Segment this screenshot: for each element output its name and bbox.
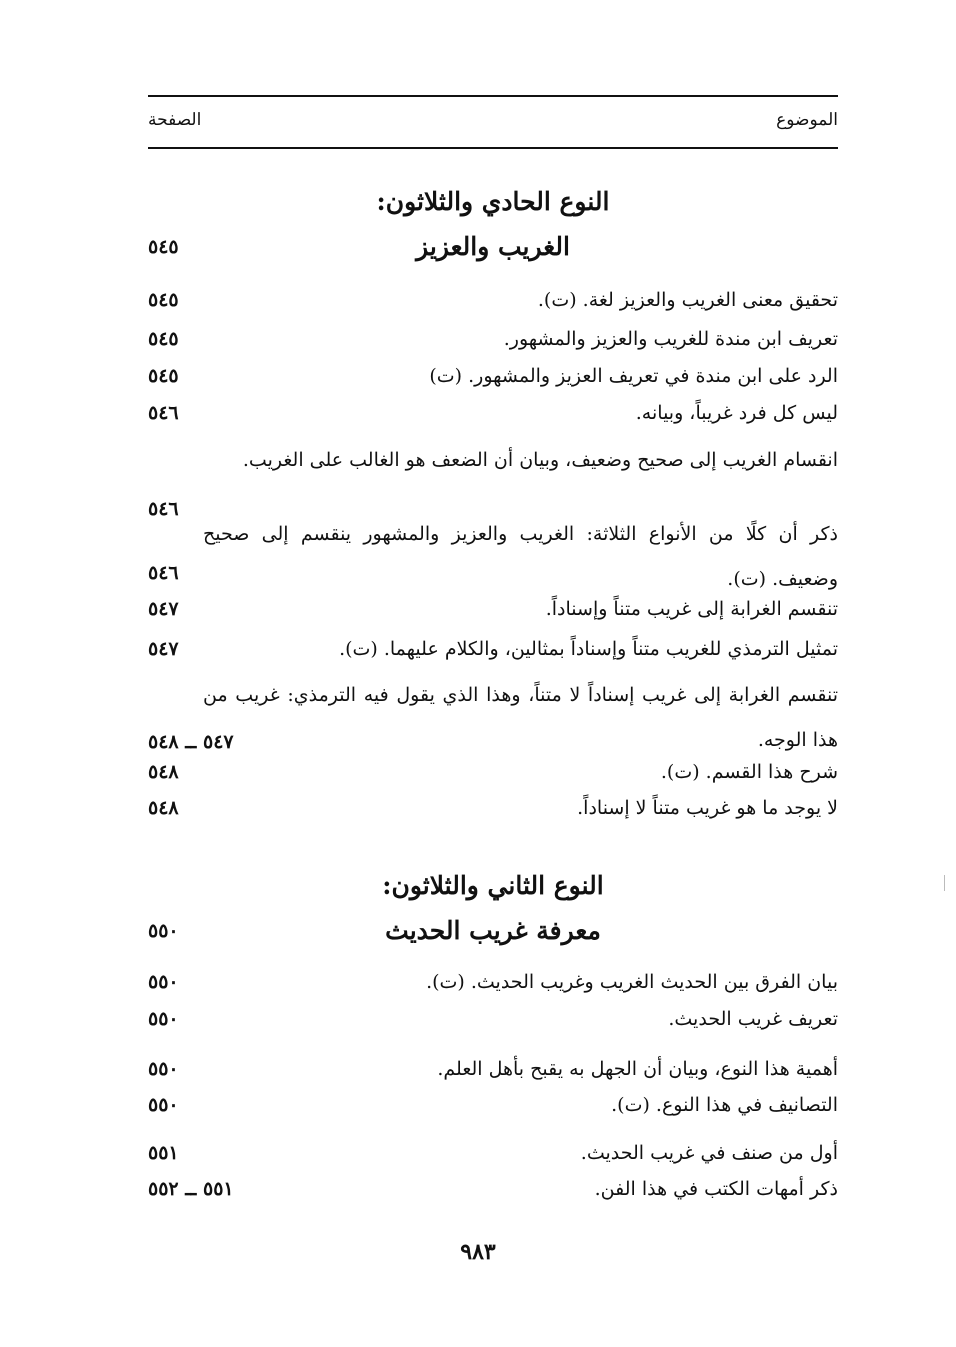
toc-entry — [148, 394, 838, 432]
entry-page: ٥٥٠ — [148, 1008, 179, 1030]
toc-entry — [148, 963, 838, 1001]
toc-entry — [148, 1050, 838, 1088]
toc-entry — [148, 1170, 838, 1208]
entry-text: بيان الفرق بين الحديث الغريب وغريب الحديث. (ت). — [426, 971, 838, 993]
toc-entry — [148, 320, 838, 358]
entry-text: ذكر أن كلًا من الأنواع الثلاثة: الغريب والعزيز والمشهور ينقسم إلى صحيح وضعيف. (ت). — [203, 523, 838, 590]
entry-page: ٥٥٠ — [148, 1094, 179, 1116]
header-bottom-rule — [148, 147, 838, 149]
toc-entry — [148, 630, 838, 668]
toc-entry — [148, 1086, 838, 1124]
entry-page: ٥٤٥ — [148, 328, 179, 350]
entry-text: أهمية هذا النوع، وبيان أن الجهل به يقبح بأهل العلم. — [437, 1058, 838, 1080]
section-1-subtitle-text: الغريب والعزيز — [416, 232, 570, 261]
entry-text: لا يوجد ما هو غريب متناً لا إسناداً. — [577, 797, 838, 819]
section-2-subtitle-text: معرفة غريب الحديث — [385, 916, 601, 945]
toc-entry — [148, 1134, 838, 1172]
toc-entry — [148, 281, 838, 319]
entry-page: ٥٤٥ — [148, 289, 179, 311]
entry-text: تحقيق معنى الغريب والعزيز لغة. (ت). — [537, 289, 838, 311]
entry-text: انقسام الغريب إلى صحيح وضعيف، وبيان أن الضعف هو الغالب على الغريب. — [242, 449, 838, 471]
section-2-page: ٥٥٠ — [148, 920, 179, 942]
entry-text: التصانيف في هذا النوع. (ت). — [611, 1094, 838, 1116]
toc-entry — [148, 590, 838, 628]
entry-page: ٥٤٦ — [148, 498, 179, 520]
entry-text: تعريف غريب الحديث. — [668, 1008, 838, 1030]
entry-page: ٥٤٧ — [148, 638, 179, 660]
entry-page: ٥٥١ — [148, 1142, 179, 1164]
entry-text: ليس كل فرد غريباً، وبيانه. — [635, 402, 838, 424]
section-2-title: النوع الثاني والثلاثون: — [382, 871, 604, 900]
entry-text: تعريف ابن مندة للغريب والعزيز والمشهور. — [503, 328, 838, 350]
page-number: ٩٨٣ — [460, 1239, 496, 1265]
toc-entry — [148, 673, 838, 761]
margin-mark — [944, 875, 945, 891]
entry-text: تنقسم الغرابة إلى غريب إسناداً لا متناً، وهذا الذي يقول فيه الترمذي: غريب من هذا الوجه. — [203, 684, 838, 751]
entry-page: ٥٤٨ — [148, 761, 179, 783]
page-column-header: الصفحة — [148, 110, 202, 130]
entry-page: ٥٥٠ — [148, 971, 179, 993]
header-top-rule — [148, 95, 838, 97]
toc-entry — [148, 512, 838, 592]
entry-page: ٥٤٦ — [148, 402, 179, 424]
toc-entry — [148, 357, 838, 395]
entry-page: ٥٤٥ — [148, 365, 179, 387]
section-1-title: النوع الحادي والثلاثون: — [376, 187, 610, 216]
entry-text: الرد على ابن مندة في تعريف العزيز والمشهور. (ت) — [429, 365, 838, 387]
entry-text: ذكر أمهات الكتب في هذا الفن. — [594, 1178, 838, 1200]
toc-entry — [148, 753, 838, 791]
toc-entry — [148, 1000, 838, 1038]
section-2-subtitle — [148, 909, 838, 953]
section-1-subtitle — [148, 225, 838, 269]
entry-page: ٥٤٧ ــ ٥٤٨ — [148, 731, 234, 753]
entry-page: ٥٥١ ــ ٥٥٢ — [148, 1178, 234, 1200]
entry-text: تنقسم الغرابة إلى غريب متناً وإسناداً. — [545, 598, 838, 620]
toc-entry — [148, 789, 838, 827]
entry-page: ٥٥٠ — [148, 1058, 179, 1080]
entry-page: ٥٤٦ — [148, 562, 179, 584]
entry-text: شرح هذا القسم. (ت). — [660, 761, 838, 783]
entry-page: ٥٤٧ — [148, 598, 179, 620]
section-1-page: ٥٤٥ — [148, 236, 179, 258]
entry-text: أول من صنف في غريب الحديث. — [580, 1142, 838, 1164]
entry-page: ٥٤٨ — [148, 797, 179, 819]
topic-column-header: الموضوع — [776, 110, 838, 130]
entry-text: تمثيل الترمذي للغريب متناً وإسناداً بمثالين، والكلام عليهما. (ت). — [339, 638, 838, 660]
